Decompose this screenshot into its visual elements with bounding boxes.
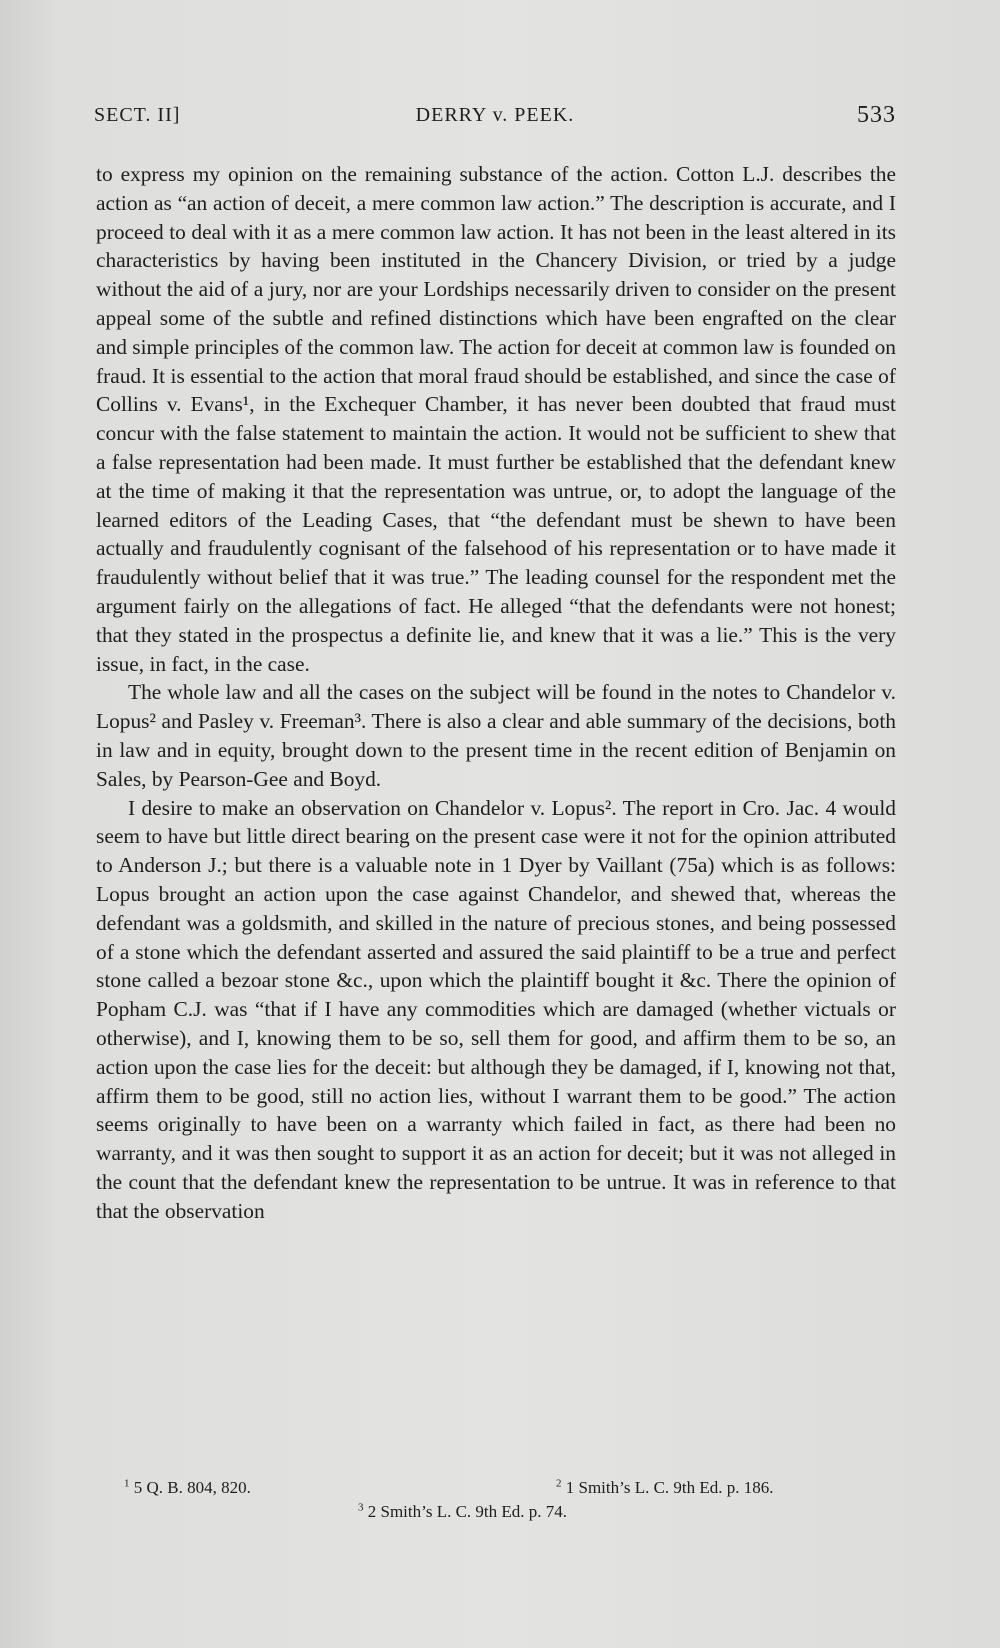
footnote-1-mark: 1: [124, 1477, 130, 1490]
page-number: 533: [857, 102, 896, 128]
running-header: [94, 104, 896, 138]
section-label: SECT. II]: [94, 104, 181, 126]
footnote-3-text: 2 Smith’s L. C. 9th Ed. p. 74.: [367, 1502, 568, 1521]
footnote-3: [358, 1500, 567, 1524]
footnote-1: [124, 1476, 251, 1500]
footnote-2-mark: 2: [556, 1477, 562, 1490]
footnote-3-mark: 3: [358, 1501, 364, 1514]
paragraph-2: The whole law and all the cases on the subject will be found in the notes to Chandelor v. Lopus² and Pasley v. Freeman³. There is also a clear and able summary of the decisions, both in law and in equity, brought down to the present time in the recent edition of Benjamin on Sales, by Pearson-Gee and Boyd.: [96, 680, 896, 791]
footnote-2: [556, 1476, 774, 1500]
footnote-1-text: 5 Q. B. 804, 820.: [133, 1478, 251, 1497]
paragraph-1: to express my opinion on the remaining substance of the action. Cotton L.J. describes the action as “an action of deceit, a mere common law action.” The description is accurate, and I proceed to deal with it as a mere common law action. It has not been in the least altered in its characteristics by having been instituted in the Chancery Division, or tried by a judge without the aid of a jury, nor are your Lordships necessarily driven to consider on the present appeal some of the subtle and refined distinctions which have been engrafted on the clear and simple principles of the common law. The action for deceit at common law is founded on fraud. It is essential to the action that moral fraud should be established, and since the case of Collins v. Evans¹, in the Exchequer Chamber, it has never been doubted that fraud must concur with the false statement to maintain the action. It would not be sufficient to shew that a false representation had been made. It must further be established that the defendant knew at the time of making it that the representation was untrue, or, to adopt the language of the learned editors of the Leading Cases, that “the defendant must be shewn to have been actually and fraudulently cognisant of the falsehood of his representation or to have made it fraudulently without belief that it was true.” The leading counsel for the respondent met the argument fairly on the allegations of fact. He alleged “that the defendants were not honest; that they stated in the prospectus a definite lie, and knew that it was a lie.” This is the very issue, in fact, in the case.: [96, 162, 896, 676]
footnote-2-text: 1 Smith’s L. C. 9th Ed. p. 186.: [565, 1478, 774, 1497]
body-text: [96, 160, 896, 1225]
paragraph-3: I desire to make an observation on Chandelor v. Lopus². The report in Cro. Jac. 4 would seem to have but little direct bearing on the present case were it not for the opinion attributed to Anderson J.; but there is a valuable note in 1 Dyer by Vaillant (75a) which is as follows: Lopus brought an action upon the case against Chandelor, and shewed that, whereas the defendant was a goldsmith, and skilled in the nature of precious stones, and being possessed of a stone which the defendant asserted and assured the said plaintiff to be a true and perfect stone called a bezoar stone &c., upon which the plaintiff bought it &c. There the opinion of Popham C.J. was “that if I have any commodities which are damaged (whether victuals or otherwise), and I, knowing them to be so, sell them for good, and affirm them to be so, an action upon the case lies for the deceit: but although they be damaged, if I, knowing not that, affirm them to be good, still no action lies, without I warrant them to be good.” The action seems originally to have been on a warranty which failed in fact, as there had been no warranty, and it was then sought to support it as an action for deceit; but it was not alleged in the count that the defendant knew the representation to be untrue. It was in reference to that that the observation: [96, 795, 896, 1223]
running-title: DERRY v. PEEK.: [415, 104, 575, 126]
